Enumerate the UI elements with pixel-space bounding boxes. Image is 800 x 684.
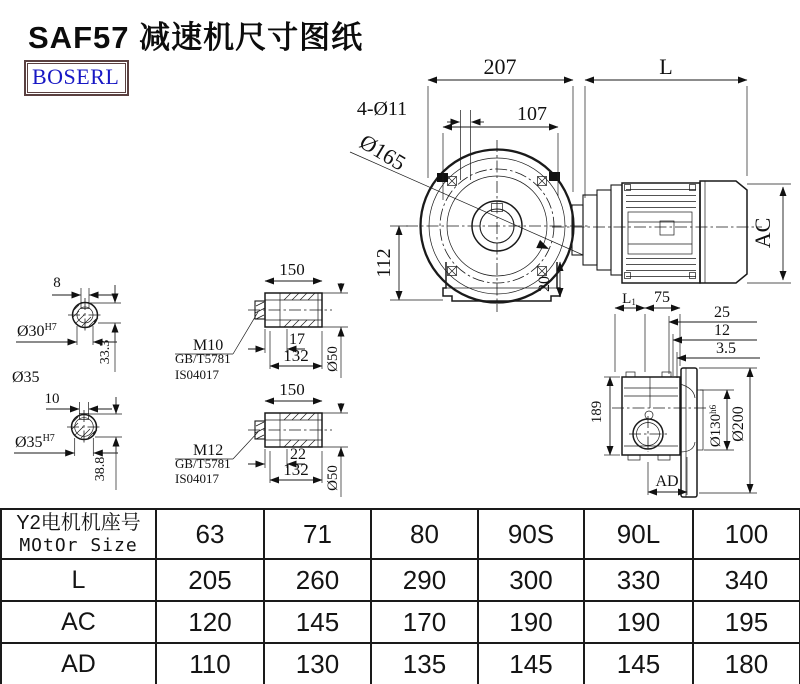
bolt-hole-cross: [448, 177, 457, 186]
dim-text-d130: [708, 404, 724, 447]
row-label: L: [1, 559, 156, 601]
dim-text-4xd11: 4-Ø11: [356, 98, 408, 120]
coupling-ring-2: [583, 195, 597, 265]
fan-cowl: [700, 181, 747, 283]
dimension-112: [373, 226, 443, 300]
dim-text-d165: Ø165: [355, 128, 411, 176]
row-label: AD: [1, 643, 156, 684]
header-col: 63: [156, 509, 264, 559]
cell: 170: [371, 601, 478, 643]
leader-arrow: [536, 240, 551, 253]
cell: 145: [478, 643, 584, 684]
leader-line: [233, 432, 258, 459]
cell: 340: [693, 559, 800, 601]
dim-text-key10: 10: [44, 391, 60, 407]
L1-main: L: [622, 291, 632, 307]
shaft-section-bottom: [14, 391, 122, 490]
dim-text-L1: [622, 291, 636, 307]
dim-text-132: 132: [283, 346, 309, 365]
table-row-AD: [1, 643, 800, 684]
shaft-section-top: [12, 275, 121, 386]
dim-text-107: 107: [517, 103, 547, 125]
header-motor-size: [1, 509, 156, 559]
dim-text-AD: AD: [655, 473, 679, 490]
thread-label: M10: [193, 337, 224, 354]
bore-dia: Ø35: [15, 434, 43, 451]
bolt-hole-cross: [538, 177, 547, 186]
motor-flange: [611, 185, 622, 275]
dim-text-d50: Ø50: [325, 465, 341, 491]
d130-main: Ø130: [708, 413, 724, 448]
cell: 110: [156, 643, 264, 684]
bolt-hole-marker: [538, 177, 547, 186]
dim-text-75: 75: [654, 289, 670, 306]
dim-text-388: 38.8: [93, 456, 108, 482]
header-motor-size-cn: Y2电机机座号: [16, 512, 141, 534]
cell: 190: [478, 601, 584, 643]
d130-tol: h6: [708, 404, 718, 414]
std-label-1: GB/T5781: [175, 351, 231, 366]
rotor-block: [660, 221, 674, 235]
dim-text-L: L: [659, 54, 673, 79]
row-label: AC: [1, 601, 156, 643]
table-row-L: [1, 559, 800, 601]
oil-plug: [645, 411, 653, 419]
bolt-hole-marker: [448, 177, 457, 186]
dim-text-12: 12: [714, 322, 730, 339]
od-label: Ø35: [12, 369, 40, 386]
dim-text-d50: Ø50: [325, 346, 341, 372]
cell: 330: [584, 559, 693, 601]
bolt-hole-marker: [448, 267, 457, 276]
dim-text-189: 189: [589, 400, 605, 424]
dim-text-150: 150: [279, 260, 305, 279]
std-label-2: IS04017: [175, 471, 220, 486]
cell: 135: [371, 643, 478, 684]
cell: 300: [478, 559, 584, 601]
output-flange-disc: [681, 368, 697, 497]
cell: 260: [264, 559, 371, 601]
bolt-hole-cross: [538, 267, 547, 276]
brand-logo-inner-border: [27, 63, 126, 93]
dim-text-17: 17: [289, 331, 305, 348]
std-label-2: IS04017: [175, 367, 220, 382]
cell: 195: [693, 601, 800, 643]
motor-size-table: [0, 508, 800, 684]
brand-logo-box: [24, 60, 129, 96]
washer-hatch: [255, 422, 265, 439]
motor-fins-bottom: [626, 259, 696, 277]
output-sleeve-top: [175, 260, 348, 382]
leader-line: [233, 312, 258, 354]
header-col: 71: [264, 509, 371, 559]
dim-text-333: 33.3: [98, 339, 113, 365]
motor-side-view: [552, 181, 762, 283]
dim-text-20: 20: [536, 276, 553, 292]
std-label-1: GB/T5781: [175, 456, 231, 471]
output-sleeve-bottom: [175, 380, 348, 497]
dim-text-207: 207: [483, 54, 517, 79]
header-col: 80: [371, 509, 478, 559]
table-row-AC: [1, 601, 800, 643]
header-motor-size-en: MOtOr Size: [19, 535, 138, 556]
side-view: [589, 289, 760, 497]
cell: 290: [371, 559, 478, 601]
motor-bolt: [625, 273, 631, 279]
cell: 130: [264, 643, 371, 684]
bore-label: [15, 433, 55, 451]
cell: 145: [264, 601, 371, 643]
bore-label: [17, 322, 57, 340]
cell: 180: [693, 643, 800, 684]
dimension-L: [585, 54, 747, 198]
dim-text-150: 150: [279, 380, 305, 399]
adapter-housing: [597, 190, 611, 270]
header-col: 90L: [584, 509, 693, 559]
header-col: 100: [693, 509, 800, 559]
bolt-hole-cross: [448, 267, 457, 276]
flange-spigot: [697, 390, 703, 450]
dim-text-112: 112: [373, 248, 395, 278]
dim-text-key8: 8: [53, 275, 61, 291]
cell: 145: [584, 643, 693, 684]
flange-transition: [680, 384, 695, 452]
dim-text-22: 22: [290, 446, 306, 463]
housing-body: [622, 377, 680, 455]
header-col: 90S: [478, 509, 584, 559]
dim-text-AC: AC: [750, 217, 775, 249]
motor-body: [622, 183, 700, 283]
bore-dia: Ø30: [17, 323, 45, 340]
front-view: [406, 140, 590, 312]
bolt-hole-marker: [538, 267, 547, 276]
dim-text-d200: Ø200: [730, 406, 747, 442]
dimension-AC: [747, 184, 791, 283]
flange-corner-tab: [437, 173, 448, 182]
dimension-bolt-circle: [350, 129, 583, 255]
table-header-row: [1, 509, 800, 559]
cell: 120: [156, 601, 264, 643]
dim-text-35: 3.5: [716, 340, 736, 357]
motor-bolt: [690, 273, 696, 279]
L1-sub: 1: [631, 297, 636, 307]
dim-text-25: 25: [714, 304, 730, 321]
cell: 205: [156, 559, 264, 601]
brand-logo-text: BOSERL: [32, 64, 120, 89]
washer-hatch: [255, 302, 265, 319]
bore-tol: H7: [42, 433, 55, 444]
thread-label: M12: [193, 442, 224, 459]
bore-tol: H7: [44, 322, 57, 333]
cell: 190: [584, 601, 693, 643]
page-title: SAF57 减速机尺寸图纸: [28, 20, 364, 55]
dim-text-132: 132: [283, 460, 309, 479]
motor-fins-top: [626, 190, 696, 208]
